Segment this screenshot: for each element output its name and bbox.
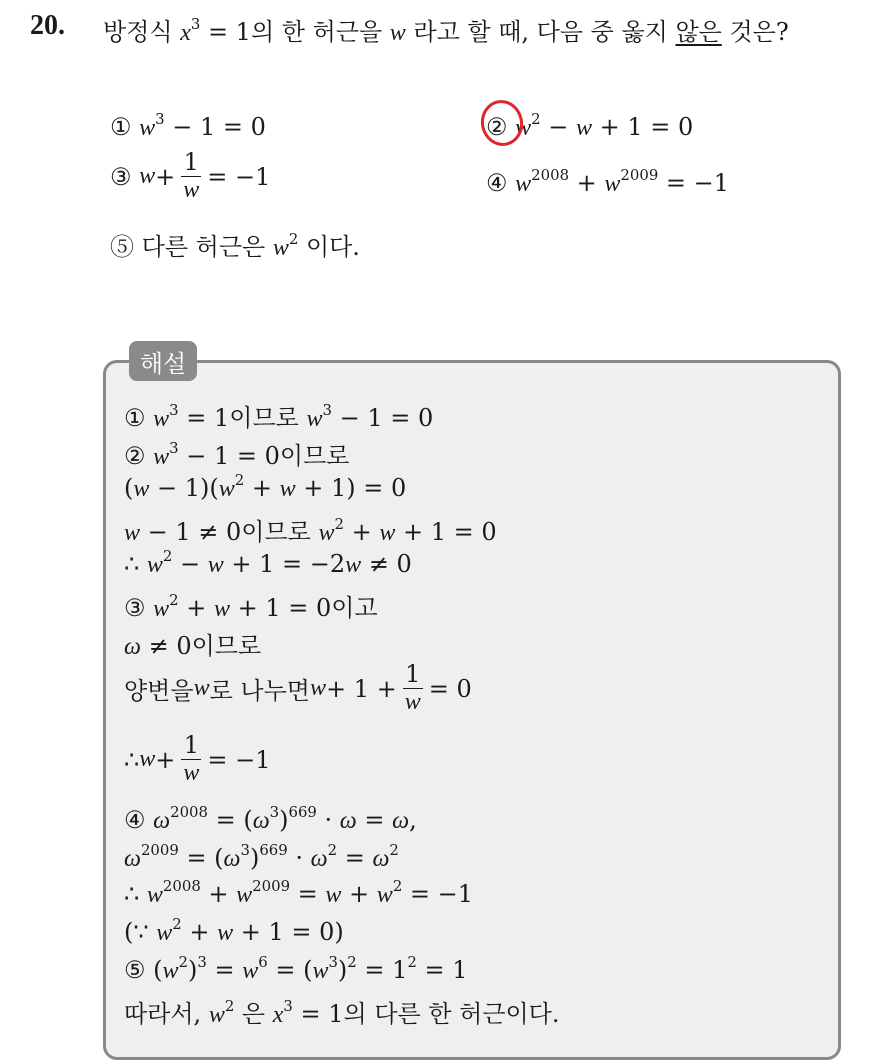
solution-line-14: ⑤ $(w^2)^3 = w^6 = (w^3)^2 = 1^2 = 1$: [124, 952, 468, 984]
solution-line-12: ∴ $w^{2008} + w^{2009} = w + w^2 = -1$: [124, 876, 474, 908]
solution-line-3: $(w - 1)(w^2 + w + 1) = 0$: [124, 470, 407, 502]
solution-tag: 해설: [129, 341, 197, 381]
solution-line-1: ① $w^3 = 1$이므로 $w^3 - 1 = 0$: [124, 400, 434, 432]
solution-line-2: ② $w^3 - 1 = 0$이므로: [124, 438, 350, 470]
question-number: 20.: [30, 10, 65, 41]
choice-3[interactable]: ③ w + $\frac{1}{w}$ = −1: [110, 148, 271, 204]
fraction-1-over-w: $\frac{1}{w}$: [183, 731, 200, 787]
solution-line-5: ∴ $w^2 - w + 1 = -2w \ne 0$: [124, 546, 412, 578]
solution-line-4: w − 1 ≠ 0이므로 $w^2 + w + 1 = 0$: [124, 514, 497, 546]
choice-4[interactable]: ④ $w^{2008} + w^{2009} = -1$: [486, 165, 730, 197]
solution-line-13: (∵ $w^2 + w + 1 = 0$): [124, 914, 344, 946]
choice-1[interactable]: ① $w^3 - 1 = 0$: [110, 109, 266, 141]
solution-line-9: ∴ w + $\frac{1}{w}$ = −1: [124, 731, 271, 787]
choice-2[interactable]: ② $w^2 - w + 1 = 0$: [486, 109, 694, 141]
solution-line-8: 양변을 w 로 나누면 w + 1 + $\frac{1}{w}$ = 0: [124, 660, 472, 716]
question-text: 방정식 $x^3 = 1$의 한 허근을 w 라고 할 때, 다음 중 옳지 않은 것은?: [103, 14, 789, 46]
underlined-word: 않은: [675, 18, 722, 46]
solution-line-10: ④ $\omega^{2008} = (\omega^3)^{669} \cdot \omega = \omega$,: [124, 802, 417, 834]
solution-line-15: 따라서, $w^2$ 은 $x^3 = 1$의 다른 한 허근이다.: [124, 996, 560, 1028]
solution-line-6: ③ $w^2 + w + 1 = 0$이고: [124, 590, 378, 622]
fraction-1-over-w: $\frac{1}{w}$: [404, 660, 421, 716]
choice-5[interactable]: ⑤ 다른 허근은 $w^2$ 이다.: [110, 229, 360, 261]
solution-line-7: ω ≠ 0이므로: [124, 632, 262, 660]
solution-line-11: $\omega^{2009} = (\omega^3)^{669} \cdot \omega^2 = \omega^2$: [124, 840, 399, 872]
fraction-1-over-w: $\frac{1}{w}$: [183, 148, 200, 204]
